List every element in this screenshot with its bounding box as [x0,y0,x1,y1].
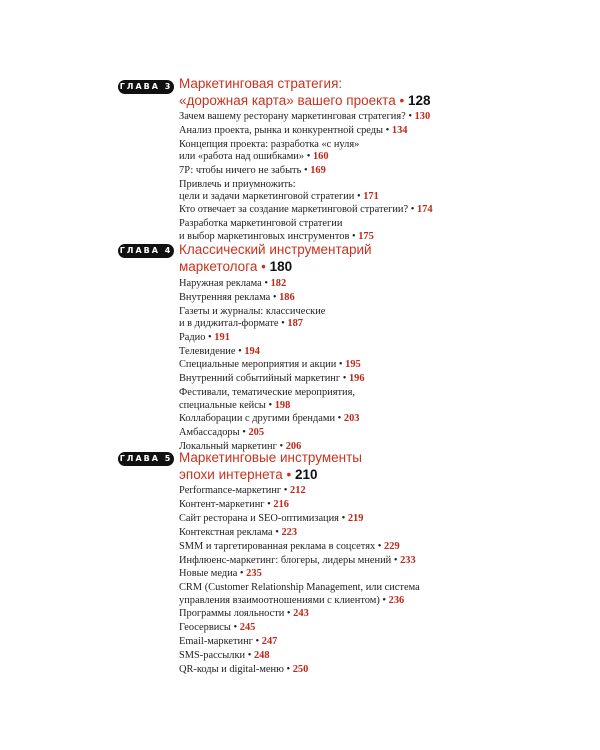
entry-page-number: 198 [274,399,291,411]
toc-entry[interactable]: Специальные мероприятия и акции • 195 [179,359,361,371]
toc-entry[interactable]: 7Р: чтобы ничего не забыть • 169 [179,164,326,176]
chapter-title-line: Маркетинговая стратегия: [179,76,343,91]
toc-entry[interactable]: Фестивали, тематические мероприятия, специальные кейсы • 198 [179,387,479,412]
toc-entry[interactable]: Наружная реклама • 182 [179,278,287,289]
toc-entry[interactable]: Performance-маркетинг • 212 [179,485,306,496]
entry-text: Инфлюенс-маркетинг: блогеры, лидеры мнений [179,554,392,566]
entry-text: Зачем вашему ресторану маркетинговая стратегия? [179,111,406,122]
toc-entry[interactable]: Внутренний событийный маркетинг • 196 [179,373,365,385]
toc-entry[interactable]: Радио • 191 [179,331,230,343]
entry-page-number: 250 [292,663,309,675]
entry-page-number: 243 [293,608,309,620]
entry-text: или «работа над ошибками» [179,151,305,163]
entry-text: управления взаимоотношениями с клиентом) [179,594,380,606]
chapter-title-line: Маркетинговые инструменты [179,450,362,465]
toc-entry[interactable]: CRM (Customer Relationship Management, или система управления взаимоотношениями с клиентом) • 236 [179,582,479,607]
entry-page-number: 182 [270,278,287,289]
entry-page-number: 229 [384,540,400,552]
entry-text: Наружная реклама [179,278,262,289]
entry-page-number: 206 [285,440,302,452]
entry-page-number: 196 [348,373,365,385]
toc-entry[interactable]: Привлечь и приумножить: цели и задачи маркетинговой стратегии • 171 [179,179,479,204]
entry-text: Новые медиа [179,568,238,580]
entry-page-number: 187 [287,318,303,330]
entry-page-number: 160 [312,151,329,163]
entry-page-number: 169 [310,164,326,176]
entry-text: Геосервисы [179,622,231,634]
chapter-title-line: эпохи интернета [179,467,283,482]
chapter-title [179,449,479,483]
entry-page-number: 195 [345,359,361,371]
toc-entry[interactable]: Контент-маркетинг • 216 [179,498,289,510]
toc-entry[interactable]: Телевидение • 194 [179,345,260,357]
chapter-page-number: 128 [407,93,431,108]
entry-page-number: 233 [400,554,416,566]
entry-text: Привлечь и приумножить: [179,178,296,190]
chapter-entries [179,485,479,678]
chapter-title-line: маркетолога [179,259,258,274]
entry-text: Внутренний событийный маркетинг [179,373,341,385]
entry-text: Локальный маркетинг [179,440,277,452]
entry-text: Газеты и журналы: классические [179,305,326,317]
entry-text: Специальные мероприятия и акции [179,359,337,371]
toc-entry[interactable]: Инфлюенс-маркетинг: блогеры, лидеры мнений • 233 [179,554,416,566]
entry-text: Анализ проекта, рынка и конкурентной среды [179,124,384,136]
toc-entry[interactable]: SMS-рассылки • 248 [179,649,270,661]
toc-entry[interactable]: Газеты и журналы: классические и в диджитал-формате • 187 [179,306,479,331]
entry-page-number: 245 [239,622,256,634]
chapter-entries [179,278,479,455]
entry-page-number: 134 [391,124,408,136]
toc-entry[interactable]: Email-маркетинг • 247 [179,635,278,647]
chapter-title [179,75,479,109]
toc-entry[interactable]: QR-коды и digital-меню • 250 [179,663,309,675]
chapter-page-number: 180 [269,259,293,274]
entry-page-number: 175 [358,230,374,242]
entry-page-number: 219 [347,512,364,524]
entry-page-number: 186 [279,291,295,303]
chapter-page-number: 210 [294,467,318,482]
toc-entry[interactable]: Коллаборации с другими брендами • 203 [179,413,360,425]
toc-entry[interactable]: Разработка маркетинговой стратегии и выбор маркетинговых инструментов • 175 [179,218,479,243]
entry-page-number: 223 [281,526,298,538]
chapter-entries [179,111,479,244]
entry-page-number: 171 [363,190,379,202]
toc-entry[interactable]: Геосервисы • 245 [179,622,256,634]
entry-text: SMM и таргетированная реклама в соцсетях [179,540,376,552]
toc-entry[interactable]: Новые медиа • 235 [179,568,262,580]
chapter-bullet: • [261,259,266,274]
entry-text: Внутренняя реклама [179,291,271,303]
entry-text: Кто отвечает за создание маркетинговой стратегии? [179,204,409,216]
entry-text: Телевидение [179,345,236,357]
entry-text: Фестивали, тематические мероприятия, [179,387,355,399]
entry-text: Сайт ресторана и SEO-оптимизация [179,512,339,524]
entry-text: Контекстная реклама [179,526,273,538]
entry-text: Разработка маркетинговой стратегии [179,218,343,230]
entry-page-number: 236 [388,594,405,606]
entry-page-number: 248 [253,649,270,661]
entry-page-number: 216 [273,498,289,510]
chapter-title [179,241,479,275]
toc-entry[interactable]: Контекстная реклама • 223 [179,526,298,538]
entry-page-number: 247 [261,635,278,647]
toc-entry[interactable]: Концепция проекта: разработка «с нуля» или «работа над ошибками» • 160 [179,139,479,164]
entry-text: Коллаборации с другими брендами [179,413,336,425]
entry-text: 7Р: чтобы ничего не забыть [179,164,302,176]
entry-text: и в диджитал-формате [179,318,279,330]
entry-text: специальные кейсы [179,399,266,411]
toc-entry[interactable]: Сайт ресторана и SEO-оптимизация • 219 [179,512,364,524]
entry-page-number: 194 [244,345,260,357]
toc-entry[interactable]: SMM и таргетированная реклама в соцсетях • 229 [179,540,400,552]
toc-entry[interactable]: Кто отвечает за создание маркетинговой стратегии? • 174 [179,204,433,216]
chapter-title-line: Классический инструментарий [179,242,372,257]
entry-page-number: 203 [343,413,360,425]
chapter-badge: ГЛАВА 3 [118,80,174,94]
entry-page-number: 235 [246,568,262,580]
entry-text: SMS-рассылки [179,649,246,661]
entry-text: CRM (Customer Relationship Management, или система [179,582,420,594]
entry-text: QR-коды и digital-меню [179,663,284,675]
chapter-bullet: • [286,467,292,482]
entry-text: Контент-маркетинг [179,498,265,510]
toc-entry[interactable]: Внутренняя реклама • 186 [179,291,295,303]
entry-page-number: 212 [290,485,306,496]
chapter-bullet: • [399,93,405,108]
entry-text: цели и задачи маркетинговой стратегии [179,190,355,202]
entry-page-number: 130 [414,111,431,122]
chapter-title-line: «дорожная карта» вашего проекта [179,93,396,108]
entry-text: Амбассадоры [179,426,240,438]
toc-entry[interactable]: Анализ проекта, рынка и конкурентной среды • 134 [179,124,408,136]
entry-text: и выбор маркетинговых инструментов [179,230,350,242]
toc-entry[interactable]: Локальный маркетинг • 206 [179,440,302,452]
entry-page-number: 205 [248,426,265,438]
toc-entry[interactable]: Амбассадоры • 205 [179,426,265,438]
toc-entry[interactable]: Программы лояльности • 243 [179,608,309,620]
entry-page-number: 174 [416,204,433,216]
toc-entry[interactable]: Зачем вашему ресторану маркетинговая стратегия? • 130 [179,111,431,122]
entry-text: Концепция проекта: разработка «с нуля» [179,138,360,150]
entry-text: Email-маркетинг [179,635,253,647]
entry-text: Программы лояльности [179,608,285,620]
entry-page-number: 191 [214,331,230,343]
entry-text: Радио [179,331,206,343]
chapter-badge: ГЛАВА 5 [118,452,174,466]
entry-text: Performance-маркетинг [179,485,282,496]
chapter-badge: ГЛАВА 4 [118,244,174,258]
